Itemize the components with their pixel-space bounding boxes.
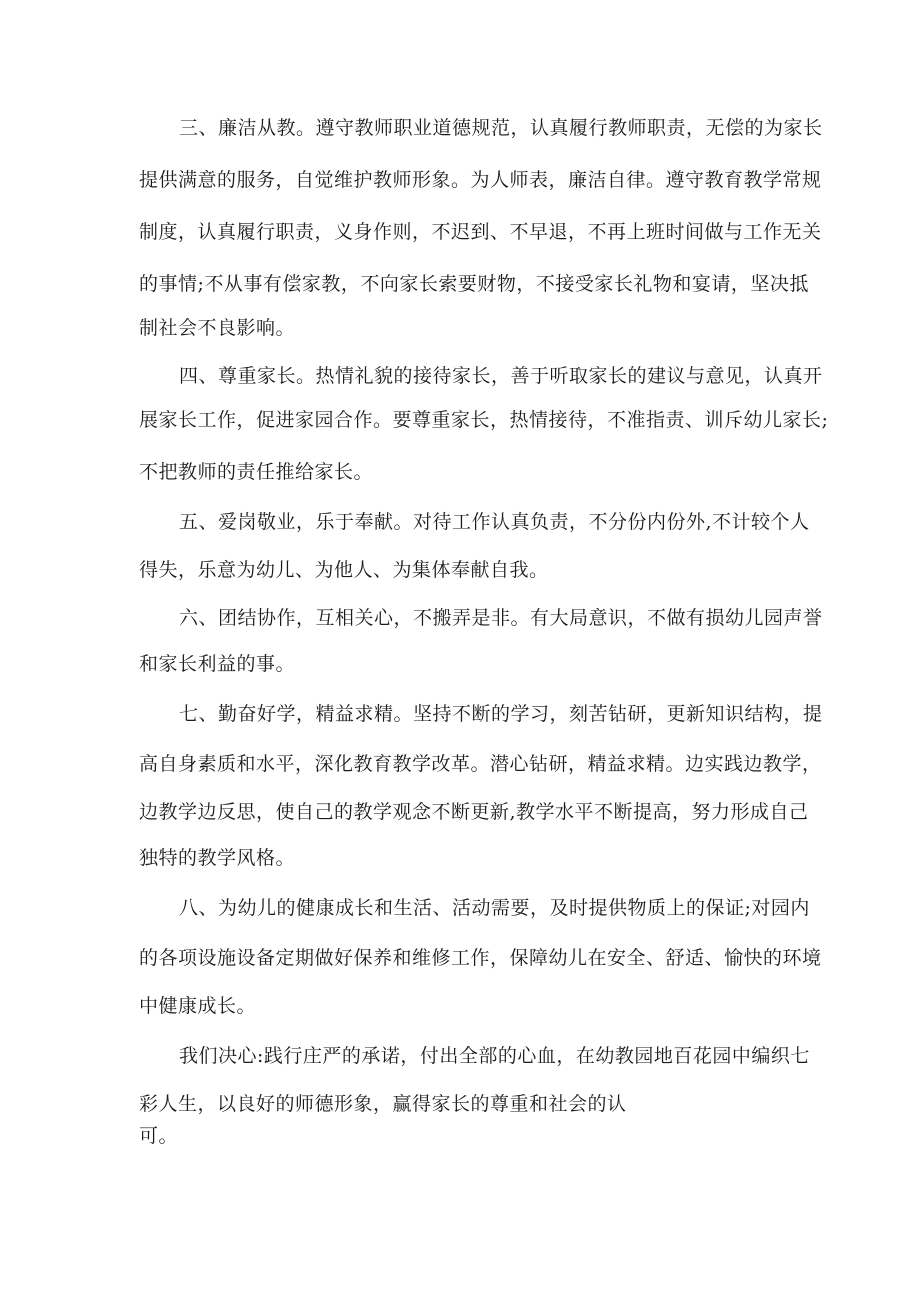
paragraph-line: 彩人生，以良好的师德形象，赢得家长的尊重和社会的认 — [139, 1093, 627, 1115]
paragraph-line: 六、团结协作，互相关心，不搬弄是非。有大局意识，不做有损幼儿园声誉 — [179, 607, 823, 629]
paragraph-line: 得失，乐意为幼儿、为他人、为集体奉献自我。 — [139, 559, 549, 581]
paragraph-line: 四、尊重家长。热情礼貌的接待家长，善于听取家长的建议与意见，认真开 — [179, 365, 823, 387]
paragraph-line: 三、廉洁从教。遵守教师职业道德规范，认真履行教师职责，无偿的为家长 — [179, 117, 823, 139]
paragraph-line: 制度，认真履行职责，义身作则，不迟到、不早退，不再上班时间做与工作无关 — [139, 221, 822, 243]
paragraph-line: 展家长工作，促进家园合作。要尊重家长，热情接待，不准指责、训斥幼儿家长; — [139, 409, 829, 431]
paragraph-line: 边教学边反思，使自己的教学观念不断更新,教学水平不断提高，努力形成自己 — [139, 801, 809, 823]
paragraph-line: 不把教师的责任推给家长。 — [139, 461, 374, 483]
paragraph-line: 我们决心:践行庄严的承诺，付出全部的心血，在幼教园地百花园中编织七 — [179, 1045, 810, 1067]
paragraph-line: 八、为幼儿的健康成长和生活、活动需要，及时提供物质上的保证;对园内 — [179, 897, 810, 919]
paragraph-line: 中健康成长。 — [139, 995, 257, 1017]
paragraph-line: 的事情;不从事有偿家教，不向家长索要财物，不接受家长礼物和宴请，坚决抵 — [139, 273, 809, 295]
paragraph-line: 五、爱岗敬业，乐于奉献。对待工作认真负责，不分份内份外,不计较个人 — [179, 511, 810, 533]
paragraph-line: 的各项设施设备定期做好保养和维修工作，保障幼儿在安全、舒适、愉快的环境 — [139, 947, 822, 969]
paragraph-line: 高自身素质和水平，深化教育教学改革。潜心钻研，精益求精。边实践边教学， — [139, 753, 822, 775]
paragraph-line: 提供满意的服务，自觉维护教师形象。为人师表，廉洁自律。遵守教育教学常规 — [139, 169, 822, 191]
paragraph-line: 可。 — [139, 1125, 179, 1147]
paragraph-line: 和家长利益的事。 — [139, 653, 296, 675]
paragraph-line: 七、勤奋好学，精益求精。坚持不断的学习，刻苦钻研，更新知识结构，提 — [179, 703, 823, 725]
paragraph-line: 制社会不良影响。 — [139, 317, 296, 339]
paragraph-line: 独特的教学风格。 — [139, 847, 296, 869]
